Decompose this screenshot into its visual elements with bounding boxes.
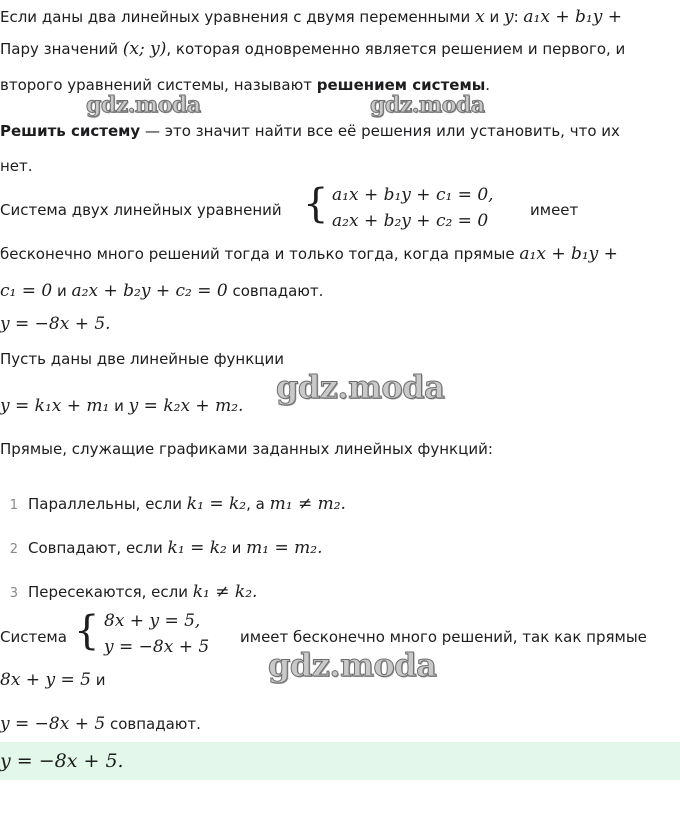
math: k₁ = k₂ — [167, 538, 227, 558]
watermark: gdz.moda — [370, 92, 485, 118]
text: : — [513, 8, 519, 26]
list-number: 1 — [9, 498, 18, 513]
text: , а — [246, 495, 265, 513]
text: — это значит найти все её решения или установить, что их — [140, 122, 620, 140]
text: второго уравнений системы, называют — [0, 76, 312, 94]
equation-line — [0, 313, 111, 335]
math: 8x + y = 5 — [0, 670, 91, 690]
math: (x; y) — [122, 39, 167, 59]
def-line-1 — [0, 120, 620, 142]
list-item — [0, 581, 257, 605]
lines-intro: Прямые, служащие графиками заданных линейных функций: — [0, 440, 493, 458]
system2-eq2: y = −8x + 5 — [104, 637, 210, 657]
system1-eq2: a₂x + b₂y + c₂ = 0 — [332, 211, 489, 231]
bold-term: Решить систему — [0, 122, 141, 140]
list-number: 3 — [9, 586, 18, 601]
math: m₁ = m₂. — [246, 538, 323, 558]
text: совпадают. — [109, 715, 201, 733]
text: и — [95, 671, 106, 689]
math: y = −8x + 5. — [0, 750, 124, 772]
funcs-intro: Пусть даны две линейные функции — [0, 350, 284, 368]
math: a₁x + b₁y + — [519, 244, 618, 264]
answer-box — [0, 742, 680, 780]
list-item — [0, 493, 346, 517]
list-item — [0, 537, 322, 561]
system1-after: имеет — [530, 201, 579, 219]
text: бесконечно много решений тогда и только тогда, когда прямые — [0, 245, 515, 263]
text: и — [114, 397, 124, 415]
def-line-2 — [0, 155, 33, 177]
watermark: gdz.moda — [276, 368, 445, 406]
math: y = −8x + 5 — [0, 714, 106, 734]
text: Пересекаются, если — [28, 583, 188, 601]
text: . — [485, 76, 491, 94]
math: a₂x + b₂y + c₂ = 0 — [71, 281, 228, 301]
math: y = k₂x + m₂. — [128, 396, 244, 416]
math: k₁ ≠ k₂. — [192, 582, 258, 602]
cond-line-1 — [0, 243, 618, 265]
cond-line-2 — [0, 280, 323, 302]
system2-label: Система — [0, 628, 67, 646]
math: y = k₁x + m₁ — [0, 396, 110, 416]
text: и — [489, 8, 500, 26]
watermark: gdz.moda — [268, 646, 437, 684]
math: k₁ = k₂ — [186, 494, 247, 514]
text: Параллельны, если — [28, 495, 183, 513]
intro-line-2 — [0, 38, 625, 60]
math: a₁x + b₁y + — [523, 7, 622, 27]
system2-after: имеет бесконечно много решений, так как прямые — [240, 628, 647, 646]
text: Если даны два линейных уравнения с двумя переменными — [0, 8, 471, 26]
sol-line-2 — [0, 713, 201, 735]
math: c₁ = 0 — [0, 281, 53, 301]
math: x — [475, 7, 485, 27]
brace: { — [74, 608, 100, 654]
list-number: 2 — [9, 542, 18, 557]
system2-eq1: 8x + y = 5, — [104, 611, 201, 631]
bold-term: решением системы — [316, 76, 486, 94]
intro-line-1 — [0, 6, 622, 28]
text: нет. — [0, 157, 33, 175]
answer-text — [0, 750, 124, 773]
text: Совпадают, если — [28, 539, 163, 557]
math: y — [503, 7, 514, 27]
funcs-line — [0, 395, 243, 417]
text: и — [231, 539, 242, 557]
math: y = −8x + 5. — [0, 314, 111, 334]
math: m₁ ≠ m₂. — [269, 494, 346, 514]
system1-eq1: a₁x + b₁y + c₁ = 0, — [332, 185, 494, 205]
watermark: gdz.moda — [86, 92, 201, 118]
text: , которая одновременно является решением и первого, и — [166, 40, 626, 58]
system1-label: Система двух линейных уравнений — [0, 201, 282, 219]
text: Пару значений — [0, 40, 119, 58]
brace: { — [303, 181, 329, 227]
text: совпадают. — [232, 282, 324, 300]
text: и — [57, 282, 67, 300]
sol-line-1 — [0, 669, 105, 691]
